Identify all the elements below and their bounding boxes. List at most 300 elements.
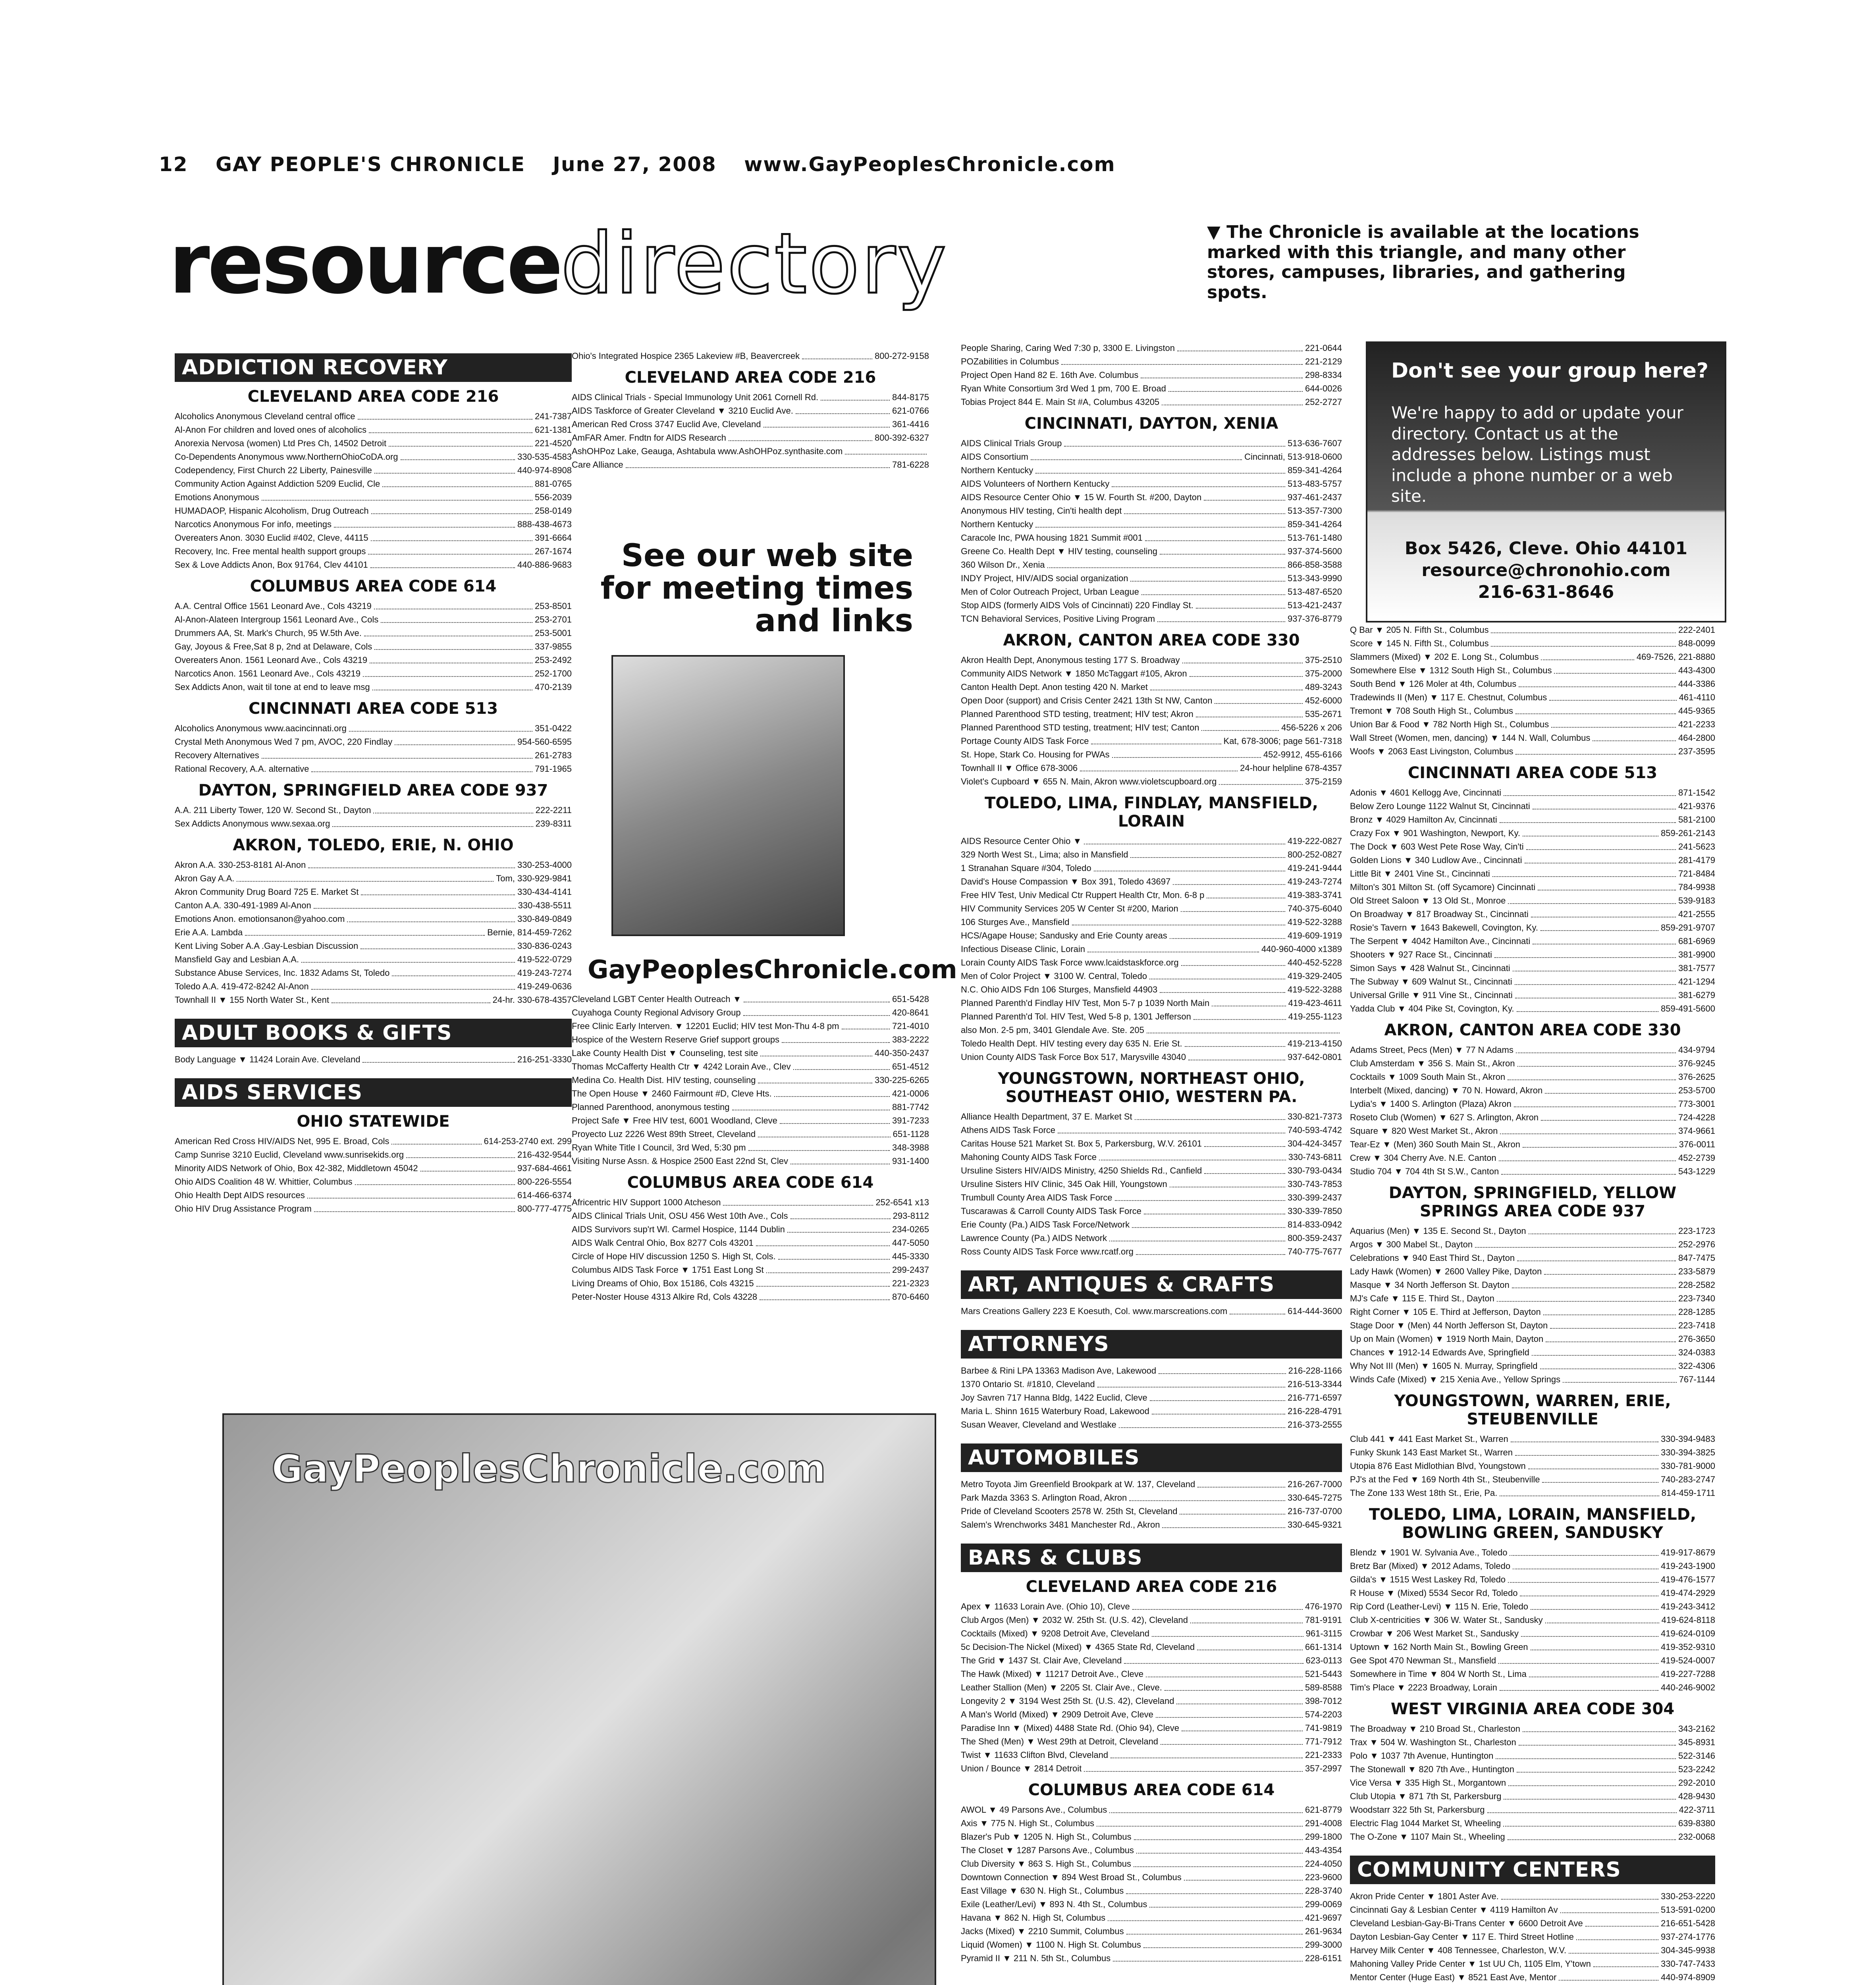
listing-row [175,558,572,572]
leader-dots [1097,1817,1303,1827]
section-heading: COMMUNITY CENTERS [1350,1856,1715,1884]
listing-name: Harvey Milk Center ▼ 408 Tennessee, Charleston, W.V. [1350,1945,1567,1955]
listing-name: Cincinnati Gay & Lesbian Center ▼ 4119 Hamilton Av [1350,1905,1558,1915]
leader-dots [1500,1486,1659,1496]
listing-row [1350,800,1715,813]
leader-dots [262,491,532,501]
listing-phone: 784-9938 [1678,882,1715,892]
listing-row [175,1053,572,1066]
listing-name: Lydia's ▼ 1400 S. Arlington (Plaza) Akron [1350,1099,1512,1109]
listing-row [572,1100,929,1114]
leader-dots [1080,761,1238,771]
leader-dots [332,993,490,1003]
listing-name: MJ's Cafe ▼ 115 E. Third St., Dayton [1350,1293,1494,1303]
listing-phone: 800-392-6327 [874,433,929,443]
leader-dots [1156,1708,1303,1718]
listing-phone: 361-4416 [892,419,929,429]
listing-phone: 391-7233 [892,1116,929,1125]
listing-phone: 623-0113 [1305,1655,1342,1665]
leader-dots [1190,667,1303,677]
listing-row [572,1290,929,1304]
listing-phone: 216-251-3330 [517,1054,572,1064]
leader-dots [1031,450,1242,460]
listing-name: Lake County Health Dist ▼ Counseling, test site [572,1048,758,1058]
leader-dots [1528,1459,1658,1469]
listing-phone: 781-6228 [892,460,929,470]
listing-row [1350,1057,1715,1070]
leader-dots [802,349,872,359]
listing-phone: 224-4050 [1305,1859,1342,1869]
listing-name: Wall Street (Women, men, dancing) ▼ 144 N. Wall, Columbus [1350,733,1591,743]
listing-phone: 330-821-7373 [1287,1112,1342,1122]
listing-phone: 470-2139 [535,682,572,692]
listing-row [175,735,572,749]
listing-phone: 651-5428 [892,994,929,1004]
leader-dots [1157,612,1285,622]
listing-row [175,872,572,885]
leader-dots [311,762,532,772]
listing-phone: 800-777-4775 [517,1204,572,1214]
listing-phone: 330-781-9000 [1660,1461,1715,1471]
leader-dots [1496,1749,1676,1759]
listing-name: Visiting Nurse Assn. & Hospice 2500 East 22nd St, Clev [572,1156,788,1166]
listing-phone: 859-491-5600 [1660,1004,1715,1014]
listing-phone: 421-0006 [892,1089,929,1098]
listing-phone: 232-0068 [1678,1832,1715,1842]
listing-phone: 223-1723 [1678,1226,1715,1236]
listing-row [1350,1151,1715,1165]
listing-row [175,1135,572,1148]
listing-phone: 740-283-2747 [1660,1474,1715,1484]
leader-dots [392,966,515,976]
listing-name: Thomas McCafferty Health Ctr ▼ 4242 Lorain Ave., Clev [572,1062,791,1072]
listing-row [572,349,929,363]
leader-dots [1084,1762,1303,1772]
directory-column-4 [1350,623,1715,1985]
listing-name: East Village ▼ 630 N. High St., Columbus [961,1886,1124,1896]
leader-dots [1230,1305,1285,1314]
listing-row [1350,718,1715,731]
leader-dots [766,1263,890,1273]
listing-name: Open Door (support) and Crisis Center 2421 13th St NW, Canton [961,696,1213,705]
leader-dots [1501,1890,1658,1900]
listing-name: Cocktails ▼ 1009 South Main St., Akron [1350,1072,1506,1082]
listing-phone: 741-9819 [1305,1723,1342,1733]
listing-phone: 440-974-8908 [517,465,572,475]
listing-phone: 740-375-6040 [1287,904,1342,913]
listing-phone: 419-241-9444 [1287,863,1342,873]
area-heading: CINCINNATI AREA CODE 513 [1407,764,1658,782]
listing-row [1350,1359,1715,1373]
section-heading: ADDICTION RECOVERY [175,353,572,382]
listing-name: Free Clinic Early Interven. ▼ 12201 Euclid; HIV test Mon-Thu 4-8 pm [572,1021,839,1031]
listing-row [961,1627,1342,1640]
listing-phone: 391-6664 [535,533,572,543]
leader-dots [368,545,532,555]
directory-column-2b [572,992,929,1304]
area-heading: DAYTON, SPRINGFIELD AREA CODE 937 [198,781,548,800]
leader-dots [1143,1938,1303,1948]
listing-phone: 539-9183 [1678,896,1715,906]
listing-row [1350,691,1715,704]
listing-name: Little Bit ▼ 2401 Vine St., Cincinnati [1350,869,1490,879]
listing-row [572,1087,929,1100]
listing-phone: 419-474-2929 [1660,1588,1715,1598]
listing-name: Greene Co. Health Dept ▼ HIV testing, counseling [961,546,1158,556]
directory-column-1 [175,341,572,1216]
listing-row [961,518,1342,531]
leader-dots [845,445,927,455]
leader-dots [1525,854,1676,863]
listing-name: AshOHPoz Lake, Geauga, Ashtabula www.AshOHPoz.synthasite.com [572,446,843,456]
leader-dots [1515,975,1676,985]
leader-dots [420,1162,515,1172]
listing-phone: 848-0099 [1678,638,1715,648]
listing-name: 106 Sturges Ave., Mansfield [961,917,1070,927]
listing-name: Downtown Connection ▼ 894 West Broad St., Columbus [961,1872,1182,1882]
leader-dots [1515,704,1676,714]
leader-dots [1064,437,1285,447]
listing-phone: 859-291-9707 [1660,923,1715,933]
listing-phone: 445-3330 [892,1251,929,1261]
leader-dots [1204,1164,1285,1174]
listing-name: Lawrence County (Pa.) AIDS Network [961,1233,1107,1243]
availability-note: ▼ The Chronicle is available at the locations marked with this triangle, and many other stores, campuses, libraries, and gathering spots. [1207,222,1639,303]
promo-url[interactable]: GayPeoplesChronicle.com [588,955,957,985]
listing-row [961,875,1342,888]
listing-phone: 253-5700 [1678,1085,1715,1095]
leader-dots [1124,1654,1303,1664]
listing-phone: 281-4179 [1678,855,1715,865]
leader-dots [1529,1224,1676,1234]
listing-row [1350,637,1715,650]
leader-dots [1532,1346,1676,1356]
listing-row [961,1231,1342,1245]
page-header [159,153,1136,176]
listing-phone: 343-2162 [1678,1724,1715,1734]
leader-dots [1514,1097,1676,1107]
listing-name: Joy Savren 717 Hanna Bldg, 1422 Euclid, Cleve [961,1393,1147,1403]
listing-phone: 419-243-1900 [1660,1561,1715,1571]
listing-row [175,926,572,939]
listing-row [572,1019,929,1033]
listing-phone: 440-350-2437 [874,1048,929,1058]
listing-phone: 440-960-4000 x1389 [1261,944,1342,954]
listing-row [572,1127,929,1141]
listing-phone: 223-7340 [1678,1293,1715,1303]
listing-phone: Bernie, 814-459-7262 [487,927,572,937]
leader-dots [760,1290,890,1300]
leader-dots [732,1100,890,1110]
listing-name: Lorain County AIDS Task Force www.lcaidstaskforce.org [961,958,1179,967]
listing-row [961,1110,1342,1124]
leader-dots [1130,572,1285,582]
listing-name: Ohio Health Dept AIDS resources [175,1190,305,1200]
listing-row [175,953,572,966]
listing-row [572,1196,929,1209]
listing-row [1350,731,1715,745]
listing-name: Community Action Against Addiction 5209 Euclid, Cle [175,479,380,489]
leader-dots [1152,1627,1303,1637]
listing-phone: 330-793-0434 [1287,1166,1342,1176]
listing-phone: 422-3711 [1679,1805,1715,1815]
contact-email[interactable]: resource@chronohio.com [1421,560,1671,580]
listing-phone: 252-1700 [535,669,572,678]
listing-phone: 330-225-6265 [874,1075,929,1085]
leader-dots [1109,1803,1303,1813]
listing-phone: 292-2010 [1678,1778,1715,1788]
listing-phone: 621-1381 [535,425,572,435]
leader-dots [1113,1952,1303,1962]
leader-dots [1541,1111,1676,1121]
leader-dots [1197,1478,1285,1488]
listing-name: Masque ▼ 34 North Jefferson St. Dayton [1350,1280,1510,1290]
listing-phone: 419-624-8118 [1661,1615,1715,1625]
listing-row [175,1202,572,1216]
listing-row [961,585,1342,599]
listing-name: Gilda's ▼ 1515 West Laskey Rd, Toledo [1350,1575,1506,1584]
listing-phone: 513-343-9990 [1287,573,1342,583]
listing-phone: 931-1400 [892,1156,929,1166]
listing-row [1350,1043,1715,1057]
listing-phone: 216-771-6597 [1287,1393,1342,1403]
listing-name: The O-Zone ▼ 1107 Main St., Wheeling [1350,1832,1505,1842]
listing-phone: 866-858-3588 [1287,560,1342,570]
listing-row [961,1245,1342,1258]
listing-row [961,1817,1342,1830]
leader-dots [1135,1110,1285,1120]
leader-dots [1585,1917,1658,1927]
leader-dots [787,1223,890,1233]
listing-name: The Subway ▼ 609 Walnut St., Cincinnati [1350,977,1512,987]
listing-phone: 791-1965 [535,764,572,774]
listing-row [961,1037,1342,1050]
listing-row [1350,840,1715,854]
listing-name: Gee Spot 470 Newman St., Mansfield [1350,1655,1496,1665]
listing-row [1350,881,1715,894]
listing-name: People Sharing, Caring Wed 7:30 p, 3300 E. Livingston [961,343,1175,353]
listing-name: Q Bar ▼ 205 N. Fifth St., Columbus [1350,625,1489,635]
listing-row [961,558,1342,572]
listing-row [572,1141,929,1154]
listing-name: Erie A.A. Lambda [175,927,243,937]
leader-dots [1180,1505,1285,1515]
dont-see-your-group-box [1366,341,1726,622]
leader-dots [1510,1546,1658,1556]
listing-row [1350,1332,1715,1346]
listing-phone: 419-524-0007 [1660,1655,1715,1665]
listing-row [961,996,1342,1010]
listing-name: Somewhere Else ▼ 1312 South High St., Columbus [1350,665,1552,675]
listing-name: Al-Anon-Alateen Intergroup 1561 Leonard Ave., Cols [175,615,379,624]
leader-dots [1491,637,1676,647]
leader-dots [1150,1391,1285,1401]
listing-name: Mahoning County AIDS Task Force [961,1152,1097,1162]
listing-phone: 800-252-0827 [1287,850,1342,860]
leader-dots [796,404,890,414]
area-heading: CLEVELAND AREA CODE 216 [1026,1578,1277,1596]
listing-row [1350,1002,1715,1016]
listing-phone: 261-2783 [535,750,572,760]
listing-name: Violet's Cupboard ▼ 655 N. Main, Akron www.violetscupboard.org [961,777,1217,786]
listing-row [961,942,1342,956]
leader-dots [756,1277,890,1287]
leader-dots [1204,491,1285,501]
leader-dots [1072,915,1285,925]
listing-name: Overeaters Anon. 3030 Euclid #402, Cleve, 44115 [175,533,368,543]
listing-name: HCS/Agape House; Sandusky and Erie County areas [961,931,1167,940]
listing-row [175,899,572,912]
listing-name: Shooters ▼ 927 Race St., Cincinnati [1350,950,1492,960]
listing-phone: 252-2976 [1678,1239,1715,1249]
leader-dots [1492,867,1676,877]
listing-name: Ursuline Sisters HIV Clinic, 345 Oak Hill, Youngstown [961,1179,1167,1189]
listing-row [572,1006,929,1019]
listing-name: POZabilities in Columbus [961,357,1059,366]
listing-phone: 381-7577 [1678,963,1715,973]
listing-name: Uptown ▼ 162 North Main St., Bowling Green [1350,1642,1528,1652]
listing-phone: 639-8380 [1678,1818,1715,1828]
leader-dots [1160,983,1285,993]
listing-phone: 216-432-9544 [517,1150,572,1160]
listing-phone: 239-8311 [535,819,572,829]
listing-name: AWOL ▼ 49 Parsons Ave., Columbus [961,1805,1107,1815]
header-url[interactable]: www.GayPeoplesChronicle.com [744,153,1116,176]
listing-phone: 351-0422 [535,723,572,733]
leader-dots [1119,1418,1285,1428]
listing-row [1350,1600,1715,1613]
listing-name: Leather Stallion (Men) ▼ 2205 St. Clair Ave., Cleve. [961,1682,1162,1692]
listing-name: Axis ▼ 775 N. High St., Columbus [961,1818,1095,1828]
listing-phone: 276-3650 [1678,1334,1715,1344]
listing-name: Mentor Center (Huge East) ▼ 8521 East Ave, Mentor [1350,1972,1557,1982]
listing-phone: 434-9794 [1678,1045,1715,1055]
leader-dots [1149,969,1285,979]
listing-name: Paradise Inn ▼ (Mixed) 4488 State Rd. (Ohio 94), Cleve [961,1723,1180,1733]
section-heading: ATTORNEYS [961,1330,1342,1359]
leader-dots [358,410,533,420]
listing-row [572,1046,929,1060]
listing-row [961,1694,1342,1708]
listing-phone: 330-645-9321 [1287,1520,1342,1530]
listing-name: Al-Anon For children and loved ones of alcoholics [175,425,367,435]
listing-row [1350,1084,1715,1097]
listing-row [961,775,1342,788]
listing-phone: 330-438-5511 [518,900,572,910]
listing-name: Kent Living Sober A.A .Gay-Lesbian Discussion [175,941,359,951]
listing-row [961,599,1342,612]
listing-row [961,504,1342,518]
leader-dots [1508,1573,1658,1583]
listing-phone: 419-243-7274 [1287,877,1342,887]
listing-name: Drummers AA, St. Mark's Church, 95 W.5th Ave. [175,628,362,638]
listing-name: Union Bar & Food ▼ 782 North High St., Columbus [1350,719,1549,729]
listing-name: AIDS Taskforce of Greater Cleveland ▼ 3210 Euclid Ave. [572,406,793,416]
listing-name: Cleveland LGBT Center Health Outreach ▼ [572,994,742,1004]
listing-name: AIDS Clinical Trials Group [961,438,1062,448]
leader-dots [1500,1124,1676,1134]
paper-name: GAY PEOPLE'S CHRONICLE [216,153,525,176]
listing-name: Erie County (Pa.) AIDS Task Force/Network [961,1220,1130,1230]
listing-name: The Stonewall ▼ 820 7th Ave., Huntington [1350,1764,1514,1774]
listing-row [961,545,1342,558]
leader-dots [1523,827,1658,836]
listing-phone: 228-1285 [1678,1307,1715,1317]
listing-phone: 330-394-9483 [1660,1434,1715,1444]
listing-row [961,694,1342,707]
leader-dots [374,599,532,609]
area-heading: CINCINNATI AREA CODE 513 [248,700,498,718]
listing-name: Men of Color Outreach Project, Urban League [961,587,1139,597]
listing-phone: 419-522-3288 [1287,985,1342,994]
listing-name: David's House Compassion ▼ Box 391, Toledo 43697 [961,877,1171,887]
listing-phone: 513-421-2437 [1287,600,1342,610]
listing-name: Ross County AIDS Task Force www.rcatf.org [961,1247,1134,1257]
listing-name: Crazy Fox ▼ 901 Washington, Newport, Ky. [1350,828,1520,838]
listing-phone: 773-3001 [1678,1099,1715,1109]
listing-phone: 253-8501 [535,601,572,611]
listing-phone: 293-8112 [893,1211,929,1221]
listing-row [1350,1224,1715,1238]
listing-name: Bronz ▼ 4029 Hamilton Av, Cincinnati [1350,815,1497,825]
leader-dots [361,939,515,949]
listing-phone: Cincinnati, 513-918-0600 [1244,452,1342,462]
listing-name: Pyramid II ▼ 211 N. 5th St., Columbus [961,1953,1111,1963]
listing-name: Narcotics Anonymous For info, meetings [175,519,332,529]
leader-dots [1504,786,1676,796]
listing-row [1350,664,1715,677]
listing-name: Toledo Health Dept. HIV testing every day 635 N. Erie St. [961,1039,1182,1048]
listing-phone: 881-7742 [892,1102,929,1112]
leader-dots [791,1154,890,1164]
listing-name: Medina Co. Health Dist. HIV testing, counseling [572,1075,756,1085]
listing-phone: 291-4008 [1305,1818,1342,1828]
listing-phone: 556-2039 [535,492,572,502]
listing-name: Proyecto Luz 2226 West 89th Street, Cleveland [572,1129,756,1139]
title-word-resource: resource [169,215,561,312]
listing-phone: 228-3740 [1305,1886,1342,1896]
listing-phone: 228-2582 [1678,1280,1715,1290]
listing-name: TCN Behavioral Services, Positive Living Program [961,614,1155,624]
contact-phone: 216-631-8646 [1478,582,1614,602]
leader-dots [1159,1364,1286,1374]
listing-phone: 228-6151 [1305,1953,1342,1963]
listing-name: The Dock ▼ 603 West Pete Rose Way, Cin'ti [1350,842,1524,852]
leader-dots [1099,1151,1286,1160]
leader-dots [778,1250,890,1260]
leader-dots [1201,721,1279,731]
listing-row [961,341,1342,355]
listing-phone: 258-0149 [535,506,572,516]
leader-dots [1550,1319,1676,1329]
leader-dots [1521,1627,1658,1637]
listing-row [175,680,572,694]
area-heading: TOLEDO, LIMA, LORAIN, MANSFIELD, BOWLING GREEN, SANDUSKY [1369,1505,1697,1542]
listing-name: Milton's 301 Milton St. (off Sycamore) Cincinnati [1350,882,1536,892]
area-heading: TOLEDO, LIMA, FINDLAY, MANSFIELD, LORAIN [985,794,1318,831]
leader-dots [301,953,515,963]
leader-dots [1515,989,1676,998]
listing-name: Tremont ▼ 708 South High St., Columbus [1350,706,1514,716]
listing-phone: 419-255-1123 [1288,1012,1342,1021]
listing-phone: 376-2625 [1678,1072,1715,1082]
leader-dots [382,477,532,487]
listing-row [175,885,572,899]
leader-dots [1491,623,1676,633]
listing-phone: 237-3595 [1678,746,1715,756]
leader-dots [1111,1748,1303,1758]
listing-row [1350,1722,1715,1736]
